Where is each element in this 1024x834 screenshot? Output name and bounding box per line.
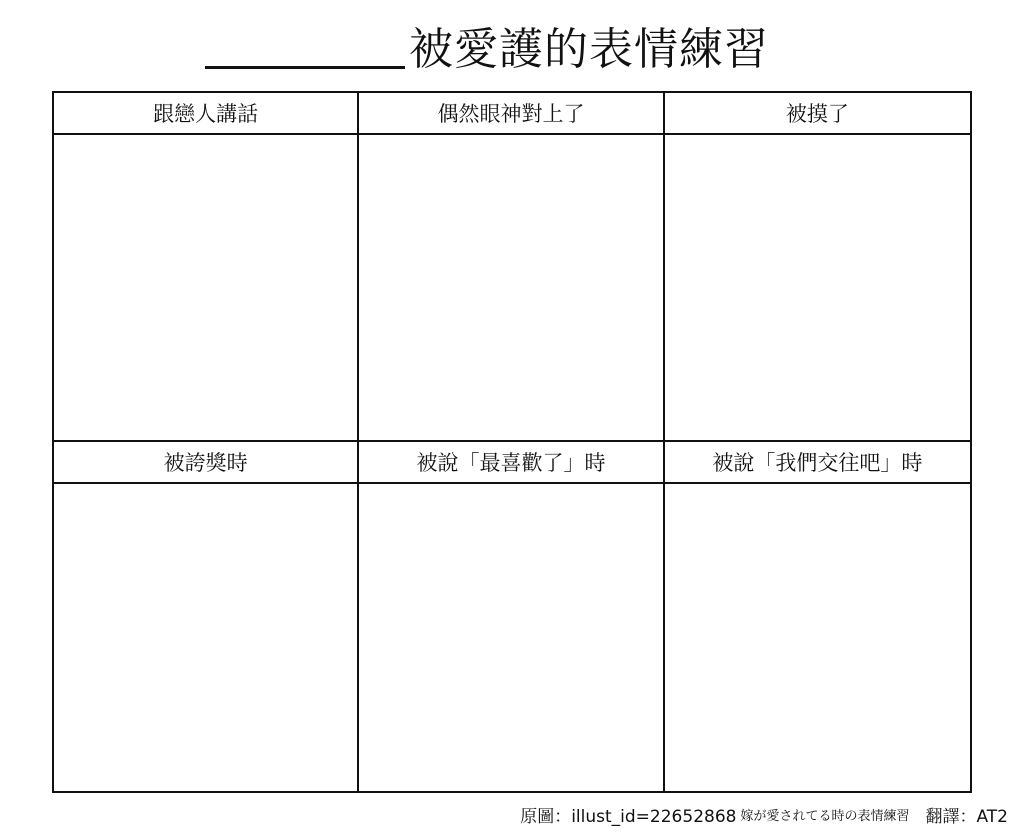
panel-1 [54,93,359,442]
panel-1-drawing-area [54,135,357,440]
credits-footer [520,800,1008,828]
panel-6 [665,442,970,791]
title-blank-line [205,66,405,69]
translator-credit: 翻譯：AT2 [925,806,1008,827]
panel-3 [665,93,970,442]
panel-1-label: 跟戀人講話 [54,93,357,135]
panel-3-label: 被摸了 [665,93,970,135]
panel-5-drawing-area [359,484,662,791]
panel-4-label: 被誇獎時 [54,442,357,484]
expression-grid [52,91,972,793]
source-work-title: 嫁が愛されてる時の表情練習 [740,808,910,824]
panel-6-drawing-area [665,484,970,791]
page-title [205,18,769,76]
panel-4 [54,442,359,791]
source-credit: 原圖：illust_id=22652868 [520,806,737,827]
panel-2-drawing-area [359,135,662,440]
panel-5-label: 被說「最喜歡了」時 [359,442,662,484]
panel-5 [359,442,664,791]
title-text: 被愛護的表情練習 [409,24,769,75]
panel-2 [359,93,664,442]
panel-3-drawing-area [665,135,970,440]
panel-6-label: 被說「我們交往吧」時 [665,442,970,484]
panel-4-drawing-area [54,484,357,791]
panel-2-label: 偶然眼神對上了 [359,93,662,135]
